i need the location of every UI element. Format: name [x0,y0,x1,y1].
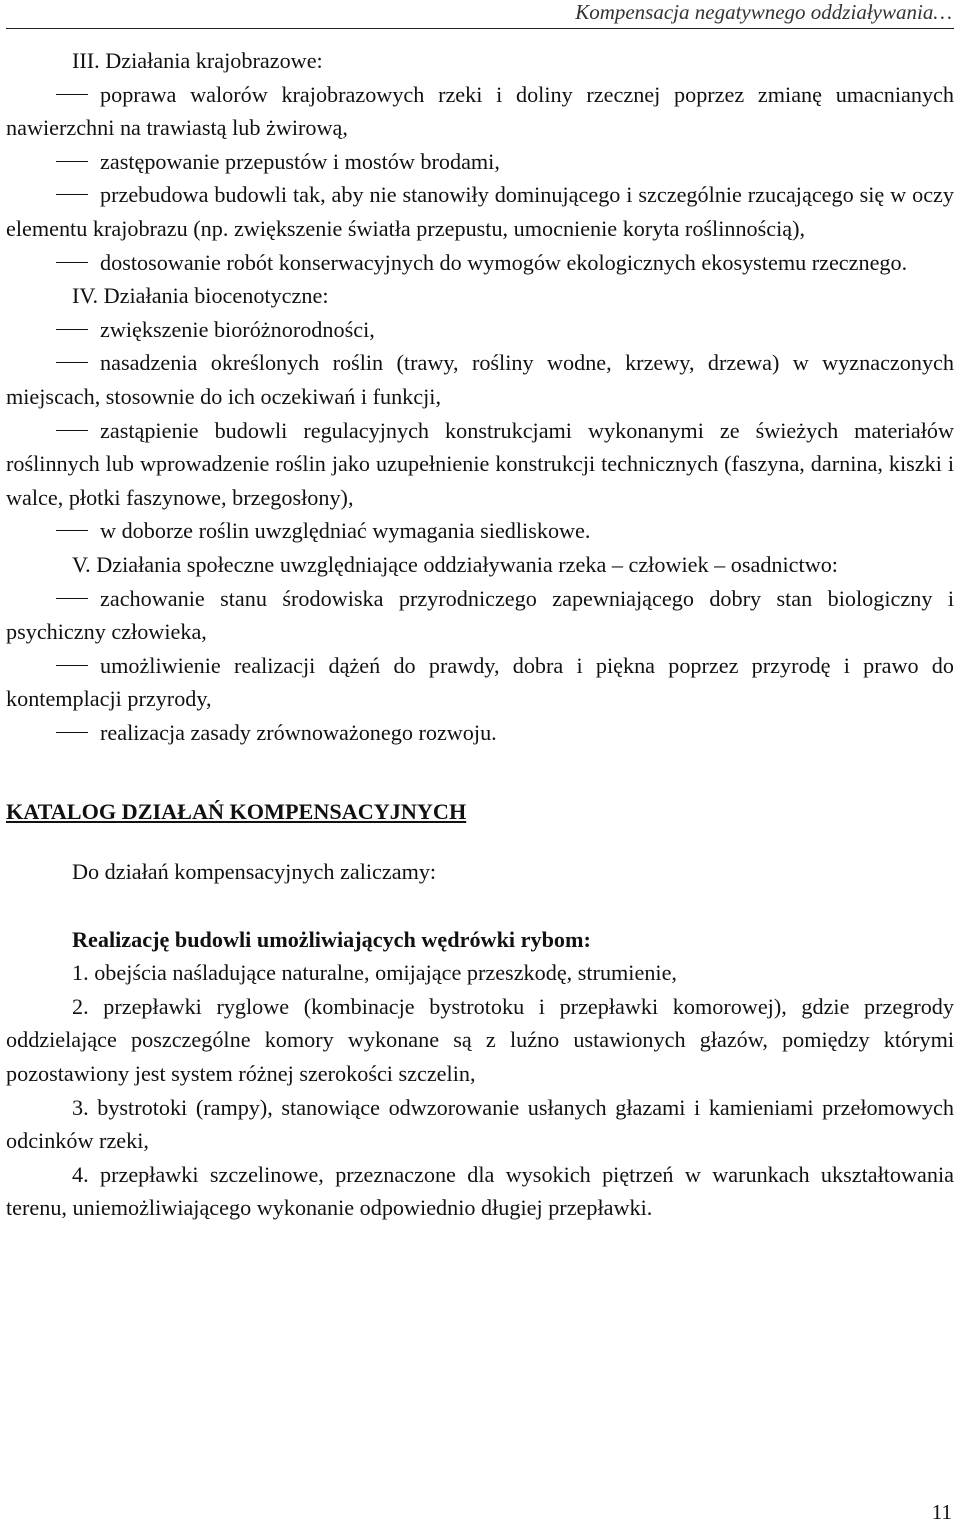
list-item: poprawa walorów krajobrazowych rzeki i doliny rzecznej poprzez zmianę umacnianych nawierzchni na trawiastą lub żwirową, [6,78,954,145]
catalog-heading: KATALOG DZIAŁAŃ KOMPENSACYJNYCH [6,799,467,825]
numbered-item: 1. obejścia naśladujące naturalne, omijające przeszkodę, strumienie, [72,960,677,986]
page-number: 11 [931,1500,952,1524]
list-item: zastępowanie przepustów i mostów brodami, [6,145,954,179]
list-item: zwiększenie bioróżnorodności, [6,313,954,347]
list-item: w doborze roślin uwzględniać wymagania siedliskowe. [6,514,954,548]
section-title: III. Działania krajobrazowe: [72,48,323,73]
section-title: IV. Działania biocenotyczne: [72,283,329,309]
list-item: przebudowa budowli tak, aby nie stanowiły dominującego i szczególnie rzucającego się w oczy elementu krajobrazu (np. zwiększenie światła przepustu, umocnienie koryta roślinnością), [6,178,954,245]
catalog-lead: Do działań kompensacyjnych zaliczamy: [72,859,437,885]
numbered-item: 2. przepławki ryglowe (kombinacje bystrotoku i przepławki komorowej), gdzie przegrody oddzielające poszczególne komory wykonane są z luźno ustawionych głazów, pomiędzy którymi pozostawiony jest system różnej szerokości szczelin, [6,993,954,1087]
list-item: zastąpienie budowli regulacyjnych konstrukcjami wykonanymi ze świeżych materiałów roślinnych lub wprowadzenie roślin jako uzupełnienie konstrukcji technicznych (faszyna, darnina, kiszki i walce, płotki faszynowe, brzegosłony), [6,414,954,515]
numbered-item: 4. przepławki szczelinowe, przeznaczone dla wysokich piętrzeń w warunkach ukształtowania terenu, uniemożliwiającego wykonanie odpowiednio długiej przepławki. [6,1161,954,1221]
numbered-item: 3. bystrotoki (rampy), stanowiące odwzorowanie usłanych głazami i kamieniami przełomowych odcinków rzeki, [6,1094,954,1154]
header-rule [6,28,954,29]
list-item: zachowanie stanu środowiska przyrodniczego zapewniającego dobry stan biologiczny i psychiczny człowieka, [6,582,954,649]
catalog-subheading: Realizację budowli umożliwiających wędrówki rybom: [72,926,591,952]
section-title: V. Działania społeczne uwzględniające oddziaływania rzeka – człowiek – osadnictwo: [72,551,838,577]
list-item: nasadzenia określonych roślin (trawy, rośliny wodne, krzewy, drzewa) w wyznaczonych miejscach, stosownie do ich oczekiwań i funkcji, [6,346,954,413]
list-item: dostosowanie robót konserwacyjnych do wymogów ekologicznych ekosystemu rzecznego. [6,246,954,280]
list-item: realizacja zasady zrównoważonego rozwoju. [6,716,954,750]
list-item: umożliwienie realizacji dążeń do prawdy, dobra i piękna poprzez przyrodę i prawo do kontemplacji przyrody, [6,649,954,716]
document-body [6,44,954,1225]
running-title: Kompensacja negatywnego oddziaływania… [575,0,952,24]
